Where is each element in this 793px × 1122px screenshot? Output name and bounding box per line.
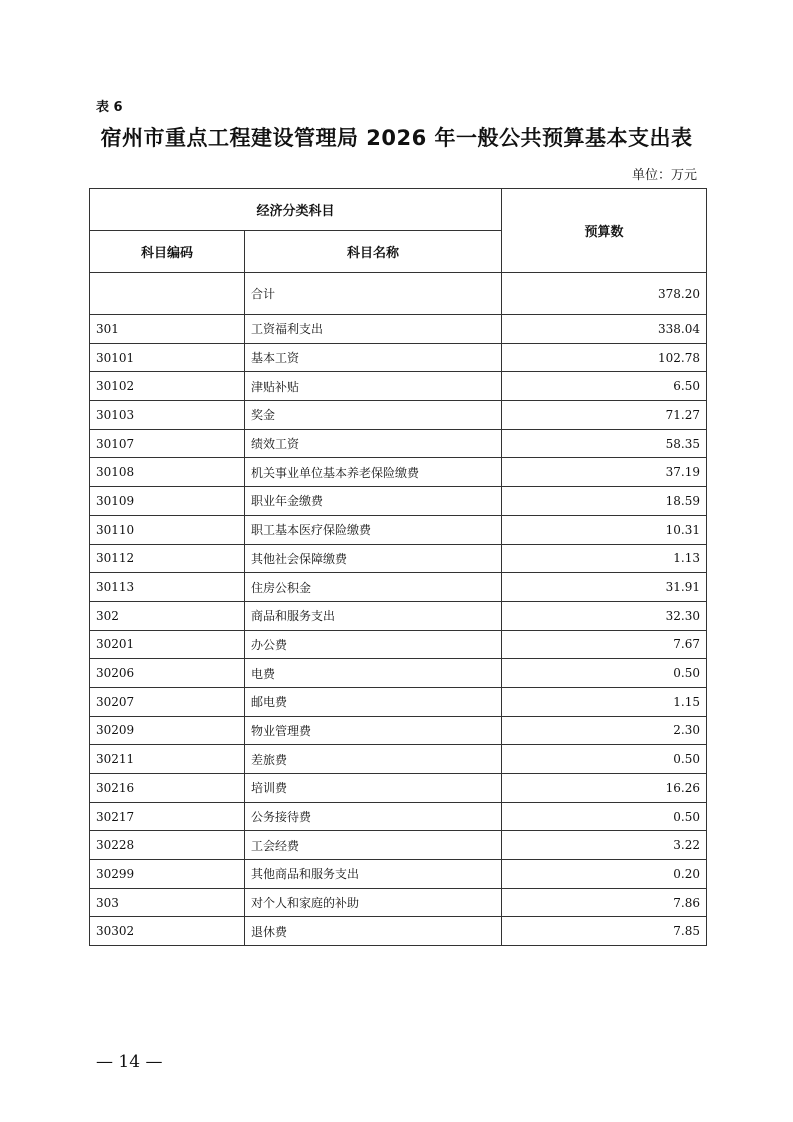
row-amount: 31.91 — [502, 573, 707, 602]
table-row — [90, 401, 707, 430]
table-row — [90, 487, 707, 516]
row-name: 职工基本医疗保险缴费 — [245, 515, 502, 544]
row-name: 邮电费 — [245, 687, 502, 716]
row-amount: 7.86 — [502, 888, 707, 917]
row-code: 30107 — [90, 429, 245, 458]
table-row — [90, 860, 707, 889]
row-name: 差旅费 — [245, 745, 502, 774]
row-amount: 16.26 — [502, 774, 707, 803]
total-name: 合计 — [245, 273, 502, 315]
row-name: 公务接待费 — [245, 802, 502, 831]
row-amount: 0.50 — [502, 802, 707, 831]
row-name: 津贴补贴 — [245, 372, 502, 401]
row-amount: 102.78 — [502, 343, 707, 372]
table-row — [90, 774, 707, 803]
table-row — [90, 601, 707, 630]
table-label: 表 6 — [96, 100, 123, 115]
row-amount: 18.59 — [502, 487, 707, 516]
row-name: 退休费 — [245, 917, 502, 946]
table-row — [90, 888, 707, 917]
total-amount: 378.20 — [502, 273, 707, 315]
row-code: 30201 — [90, 630, 245, 659]
table-row — [90, 802, 707, 831]
header-code: 科目编码 — [90, 231, 245, 273]
table-row — [90, 515, 707, 544]
table-row — [90, 458, 707, 487]
row-amount: 7.67 — [502, 630, 707, 659]
row-code: 30110 — [90, 515, 245, 544]
row-code: 30112 — [90, 544, 245, 573]
page-number: — 14 — — [96, 1052, 163, 1072]
total-code — [90, 273, 245, 315]
budget-table — [89, 188, 707, 946]
row-amount: 0.50 — [502, 745, 707, 774]
row-name: 商品和服务支出 — [245, 601, 502, 630]
row-name: 办公费 — [245, 630, 502, 659]
row-code: 30109 — [90, 487, 245, 516]
table-row — [90, 716, 707, 745]
row-code: 30209 — [90, 716, 245, 745]
unit-label: 单位：万元 — [631, 168, 697, 183]
row-amount: 3.22 — [502, 831, 707, 860]
row-code: 30103 — [90, 401, 245, 430]
row-code: 30211 — [90, 745, 245, 774]
header-row-1 — [90, 189, 707, 231]
table-row — [90, 315, 707, 344]
table-row — [90, 429, 707, 458]
row-amount: 7.85 — [502, 917, 707, 946]
table-row — [90, 372, 707, 401]
header-category: 经济分类科目 — [90, 189, 502, 231]
row-code: 30207 — [90, 687, 245, 716]
row-amount: 0.20 — [502, 860, 707, 889]
table-row — [90, 573, 707, 602]
row-amount: 0.50 — [502, 659, 707, 688]
table-row — [90, 831, 707, 860]
table-row — [90, 630, 707, 659]
row-name: 工资福利支出 — [245, 315, 502, 344]
row-name: 物业管理费 — [245, 716, 502, 745]
table-row — [90, 343, 707, 372]
table-row — [90, 659, 707, 688]
row-name: 职业年金缴费 — [245, 487, 502, 516]
table-row — [90, 687, 707, 716]
row-amount: 6.50 — [502, 372, 707, 401]
row-code: 30102 — [90, 372, 245, 401]
row-code: 30101 — [90, 343, 245, 372]
row-code: 30216 — [90, 774, 245, 803]
row-name: 工会经费 — [245, 831, 502, 860]
row-name: 绩效工资 — [245, 429, 502, 458]
row-amount: 71.27 — [502, 401, 707, 430]
row-name: 对个人和家庭的补助 — [245, 888, 502, 917]
table-row — [90, 544, 707, 573]
table-row — [90, 745, 707, 774]
row-name: 其他社会保障缴费 — [245, 544, 502, 573]
table-row — [90, 917, 707, 946]
row-code: 30206 — [90, 659, 245, 688]
row-name: 其他商品和服务支出 — [245, 860, 502, 889]
row-amount: 37.19 — [502, 458, 707, 487]
row-name: 培训费 — [245, 774, 502, 803]
page-title: 宿州市重点工程建设管理局 2026 年一般公共预算基本支出表 — [100, 126, 693, 150]
row-code: 30113 — [90, 573, 245, 602]
row-name: 基本工资 — [245, 343, 502, 372]
row-code: 301 — [90, 315, 245, 344]
row-name: 机关事业单位基本养老保险缴费 — [245, 458, 502, 487]
row-amount: 1.13 — [502, 544, 707, 573]
row-code: 302 — [90, 601, 245, 630]
header-name: 科目名称 — [245, 231, 502, 273]
row-name: 电费 — [245, 659, 502, 688]
row-amount: 338.04 — [502, 315, 707, 344]
row-amount: 32.30 — [502, 601, 707, 630]
row-code: 30299 — [90, 860, 245, 889]
row-code: 30228 — [90, 831, 245, 860]
row-amount: 10.31 — [502, 515, 707, 544]
row-amount: 58.35 — [502, 429, 707, 458]
total-row — [90, 273, 707, 315]
row-name: 住房公积金 — [245, 573, 502, 602]
header-amount: 预算数 — [502, 189, 707, 273]
row-code: 30302 — [90, 917, 245, 946]
row-code: 30108 — [90, 458, 245, 487]
row-amount: 2.30 — [502, 716, 707, 745]
row-code: 30217 — [90, 802, 245, 831]
row-code: 303 — [90, 888, 245, 917]
row-name: 奖金 — [245, 401, 502, 430]
row-amount: 1.15 — [502, 687, 707, 716]
